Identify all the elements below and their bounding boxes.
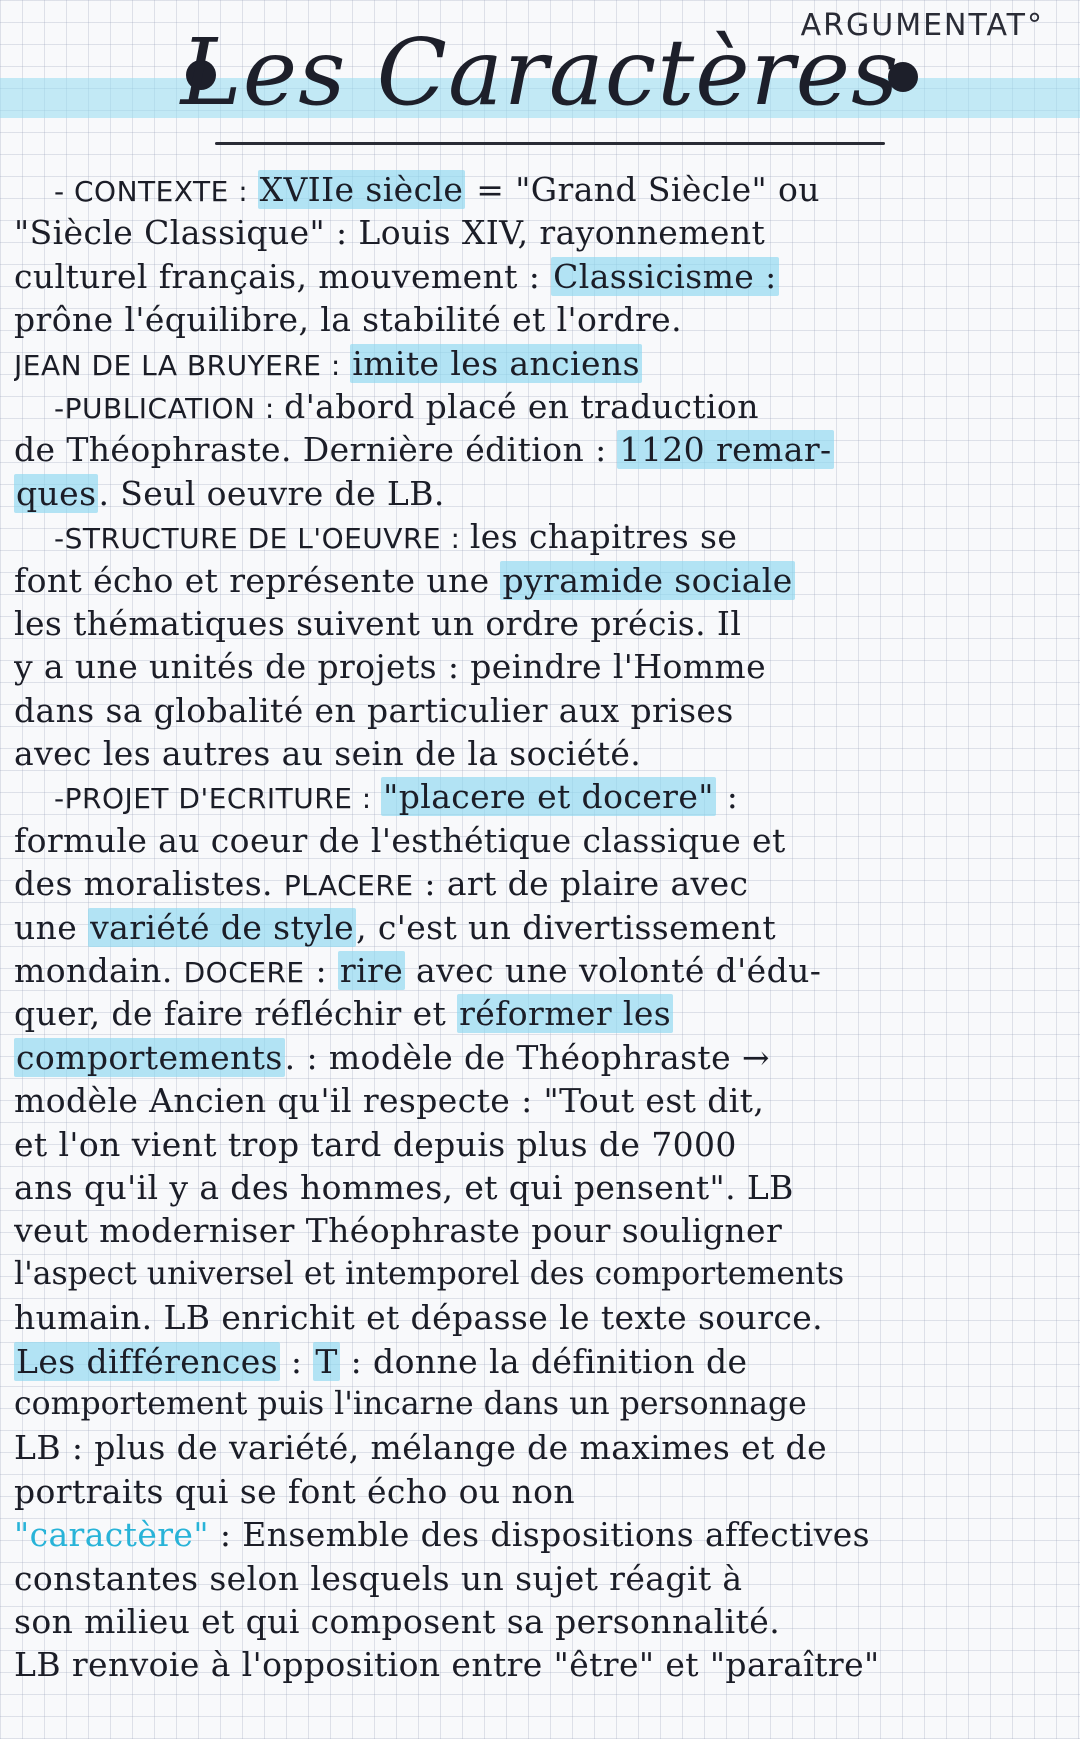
keyword-placere: PLACERE [283, 869, 414, 903]
title-underline [215, 142, 885, 145]
definition-term: "caractère" [14, 1515, 209, 1555]
note-line: y a une unités de projets : peindre l'Homme [14, 647, 767, 687]
keyword-docere: DOCERE [183, 956, 305, 990]
note-line: les thématiques suivent un ordre précis. Il [14, 603, 742, 643]
text: : [280, 1341, 314, 1381]
section-heading-publication: -PUBLICATION : [54, 391, 285, 425]
note-line: LB : plus de variété, mélange de maximes et de [14, 1428, 828, 1468]
note-line: son milieu et qui composent sa personnalité. [14, 1601, 781, 1641]
text: . Seul oeuvre de LB. [98, 473, 445, 513]
text: d'abord placé en traduction [284, 386, 759, 426]
note-line [14, 1036, 1066, 1079]
note-line: portraits qui se font écho ou non [14, 1471, 575, 1511]
text: , c'est un divertissement [356, 907, 776, 947]
note-line [14, 472, 1066, 515]
note-line [14, 949, 1066, 992]
text: : Ensemble des dispositions affectives [208, 1515, 871, 1555]
highlight: "placere et docere" [383, 777, 714, 817]
text: avec une volonté d'édu- [405, 951, 822, 991]
note-line: humain. LB enrichit et dépasse le texte source. [14, 1298, 824, 1338]
text: une [14, 907, 89, 947]
note-line [14, 906, 1066, 949]
text: de Théophraste. Dernière édition : [14, 430, 618, 470]
note-line: prône l'équilibre, la stabilité et l'ordre. [14, 300, 682, 340]
text: : [715, 777, 739, 817]
note-line [14, 559, 1066, 602]
note-line [14, 515, 1066, 558]
note-line [14, 428, 1066, 471]
highlight: ques [16, 473, 97, 513]
note-line [14, 385, 1066, 428]
highlight: rire [339, 951, 404, 991]
text: mondain. [14, 951, 184, 991]
note-line: dans sa globalité en particulier aux prises [14, 690, 734, 730]
note-line: l'aspect universel et intemporel des comportements [14, 1255, 845, 1292]
section-heading-context: - CONTEXTE : [54, 175, 258, 208]
highlight: 1120 remar- [619, 430, 832, 470]
highlight: Les différences [16, 1341, 279, 1381]
highlight: T [315, 1341, 338, 1381]
note-line [14, 862, 1066, 905]
note-line: formule au coeur de l'esthétique classique et [14, 820, 786, 860]
text: culturel français, mouvement : [14, 256, 552, 296]
highlight: Classicisme : [553, 256, 777, 296]
note-line: modèle Ancien qu'il respecte : "Tout est dit, [14, 1081, 765, 1121]
note-line: comportement puis l'incarne dans un personnage [14, 1385, 807, 1422]
note-line: "Siècle Classique" : Louis XIV, rayonnement [14, 213, 766, 253]
note-line: LB renvoie à l'opposition entre "être" et "paraître" [14, 1645, 880, 1685]
text: quer, de faire réfléchir et [14, 994, 458, 1034]
text: = "Grand Siècle" ou [465, 170, 820, 209]
note-line: avec les autres au sein de la société. [14, 734, 642, 774]
text: font écho et représente une [14, 560, 501, 600]
highlight: variété de style [90, 907, 355, 947]
note-line: ans qu'il y a des hommes, et qui pensent". LB [14, 1167, 794, 1207]
note-line [14, 775, 1066, 818]
note-line [14, 168, 1066, 211]
text: : donne la définition de [339, 1341, 748, 1381]
section-heading-structure: -STRUCTURE DE L'OEUVRE : [54, 522, 470, 556]
note-line [14, 342, 1066, 385]
note-line: et l'on vient trop tard depuis plus de 7000 [14, 1124, 737, 1164]
page-title: Les Caractères [180, 19, 900, 126]
highlight: réformer les [459, 994, 672, 1034]
highlight: pyramide sociale [502, 560, 793, 600]
note-line [14, 1513, 1066, 1556]
note-line [14, 1340, 1066, 1383]
note-line: constantes selon lesquels un sujet réagit à [14, 1558, 743, 1598]
note-line [14, 255, 1066, 298]
corner-label: ARGUMENTAT° [800, 8, 1044, 43]
section-heading-projet: -PROJET D'ECRITURE : [54, 782, 382, 816]
text: . : modèle de Théophraste → [284, 1037, 770, 1077]
text: des moralistes. [14, 864, 284, 904]
highlight: XVIIe siècle [259, 170, 464, 209]
text: : art de plaire avec [413, 864, 749, 904]
text: : [304, 951, 338, 991]
note-line: veut moderniser Théophraste pour souligner [14, 1211, 783, 1251]
highlight: imite les anciens [352, 343, 640, 383]
notes-body [14, 168, 1066, 1687]
text: les chapitres se [469, 517, 738, 557]
note-line [14, 992, 1066, 1035]
highlight: comportements [16, 1037, 283, 1077]
author-heading: JEAN DE LA BRUYERE : [14, 348, 351, 382]
